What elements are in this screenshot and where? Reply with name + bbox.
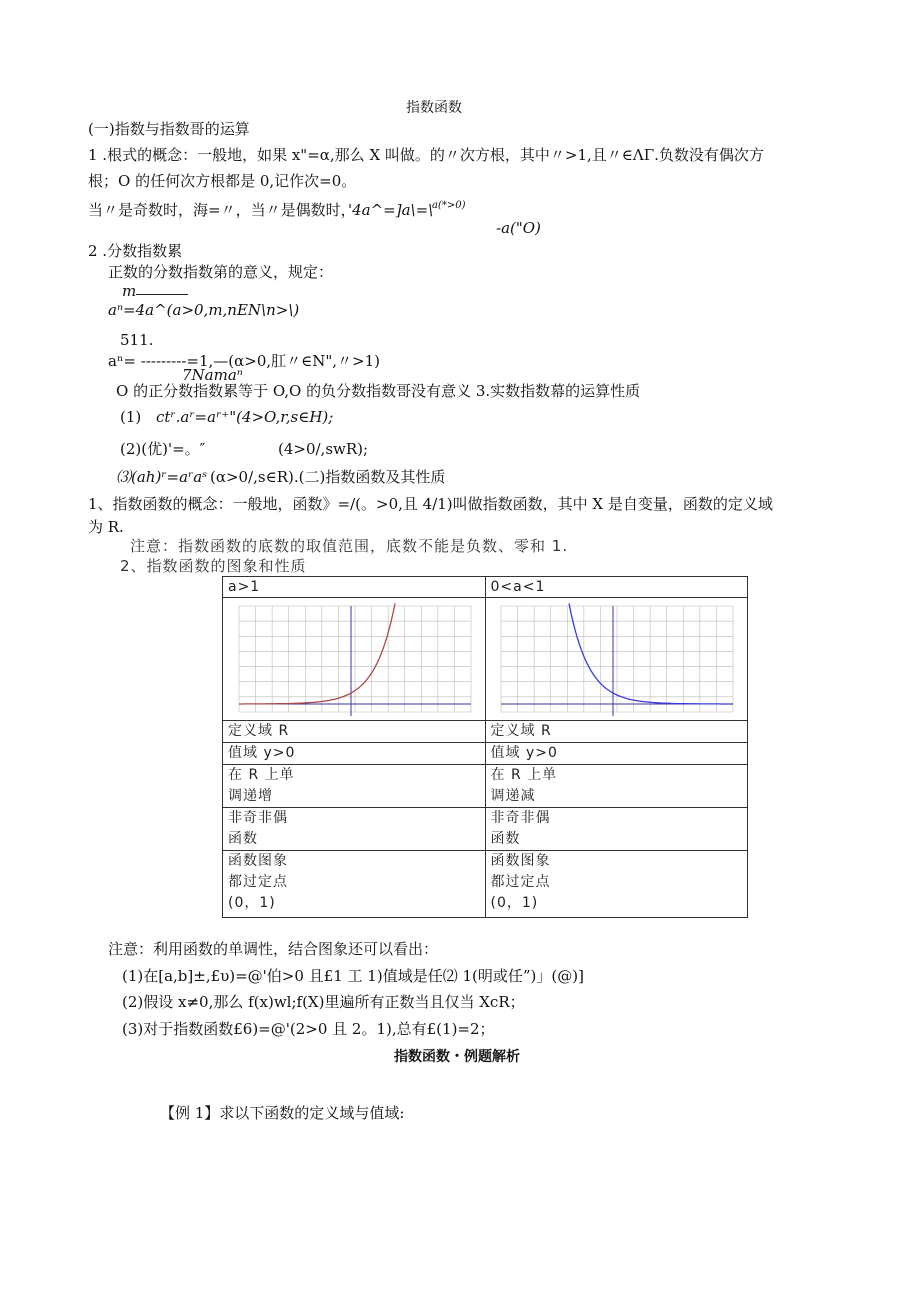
- property-2: (4>0∕,swR);: [278, 440, 369, 458]
- header-a-between-0-1: 0<a<1: [485, 577, 748, 598]
- range-cell-left: 值域 y>0: [223, 743, 486, 765]
- note-item-2: (2)假设 x≠0,那么 f(x)wl;f(X)里遍所有正数当且仅当 XcR；: [122, 993, 525, 1011]
- paragraph-odd-even: 当〃是奇数时，海=〃，当〃是偶数时，: [88, 201, 356, 219]
- page-title: 指数函数: [406, 100, 462, 116]
- monotonicity-note: 注意：利用函数的单调性，结合图象还可以看出：: [108, 940, 439, 958]
- increasing-exponential-graph: [229, 600, 479, 720]
- definition-line2: 为 R.: [88, 518, 124, 536]
- root-formula-case2: -a("O): [496, 219, 541, 237]
- property-3: ⑶(ah)ʳ=aʳaˢ: [116, 468, 208, 486]
- example-1: 【例 1】求以下函数的定义域与值域:: [160, 1104, 405, 1122]
- property-3-rest: (α>0∕,s∈R).(二)指数函数及其性质: [210, 468, 446, 486]
- graph-section-heading: 2、指数函数的图象和性质: [120, 557, 307, 575]
- monotonic-cell-right: 在 R 上单 调递减: [485, 765, 748, 808]
- graph-decreasing-cell: [485, 598, 748, 721]
- monotonic-cell-left: 在 R 上单 调递增: [223, 765, 486, 808]
- fractional-exponent-heading: 2 .分数指数累: [88, 242, 183, 260]
- grid: [501, 606, 733, 716]
- base-range-note: 注意：指数函数的底数的取值范围，底数不能是负数、零和 1.: [130, 537, 569, 555]
- paragraph-radical-line2: 根；O 的任何次方根都是 0,记作次=0。: [88, 172, 357, 190]
- range-cell-right: 值域 y>0: [485, 743, 748, 765]
- property-1-label: (1): [120, 408, 142, 426]
- fractional-exponent-intro: 正数的分数指数第的意义，规定：: [108, 263, 334, 281]
- fractional-formula-2: aⁿ= ---------=1,—(α>0,肛〃∈N",〃>1): [108, 352, 380, 370]
- zero-exponent-note: O 的正分数指数累等于 O,O 的负分数指数哥没有意义 3.实数指数幕的运算性质: [116, 382, 641, 400]
- note-item-3: (3)对于指数函数£6)=@'(2>0 且 2。1),总有£(1)=2；: [122, 1020, 495, 1038]
- fixed-point-cell-left: 函数图象 都过定点 (0，1): [223, 851, 486, 918]
- property-1: ctʳ.aʳ=aʳ⁺"(4>O,r,s∈H);: [156, 408, 334, 426]
- fixed-point-cell-right: 函数图象 都过定点 (0，1): [485, 851, 748, 918]
- fraction-bar: [136, 294, 188, 295]
- definition-line1: 1、指数函数的概念：一般地，函数》=/(。>0,且 4/1)叫做指数函数，其中 X 是自变量，函数的定义域: [88, 495, 773, 513]
- example-section-title: 指数函数・例题解析: [394, 1049, 520, 1065]
- domain-cell-right: 定义域 R: [485, 721, 748, 743]
- note-item-1: (1)在[a,b]±,£υ)=@'伯>0 且£1 工 1)值域是任⑵ 1(明或任”)」(@)]: [122, 967, 584, 985]
- formula2-denominator: 7Namaⁿ: [182, 366, 243, 384]
- section-heading-1: (一)指数与指数哥的运算: [88, 120, 250, 138]
- grid: [239, 606, 471, 716]
- graph-increasing-cell: [223, 598, 486, 721]
- property-2-label: (2)(优)'=。″: [120, 440, 206, 458]
- domain-cell-left: 定义域 R: [223, 721, 486, 743]
- root-formula-case1: a(*>0): [432, 200, 466, 211]
- decreasing-exponential-graph: [491, 600, 741, 720]
- header-a-greater-1: a>1: [223, 577, 486, 598]
- formula1-numerator: m: [122, 282, 137, 300]
- parity-cell-right: 非奇非偶 函数: [485, 808, 748, 851]
- formula2-numerator: 511.: [120, 331, 154, 349]
- fractional-formula-1: aⁿ=4a^(a>0,m,nEN\n>\): [108, 301, 300, 319]
- root-formula: '4a^=]a\=\: [348, 201, 434, 219]
- paragraph-radical-line1: 1 .根式的概念：一般地，如果 x"=α,那么 X 叫做。的〃次方根，其中〃>1,且〃∈ΛΓ.负数没有偶次方: [88, 146, 764, 164]
- properties-table: [222, 576, 748, 918]
- decreasing-curve: [569, 603, 733, 704]
- parity-cell-left: 非奇非偶 函数: [223, 808, 486, 851]
